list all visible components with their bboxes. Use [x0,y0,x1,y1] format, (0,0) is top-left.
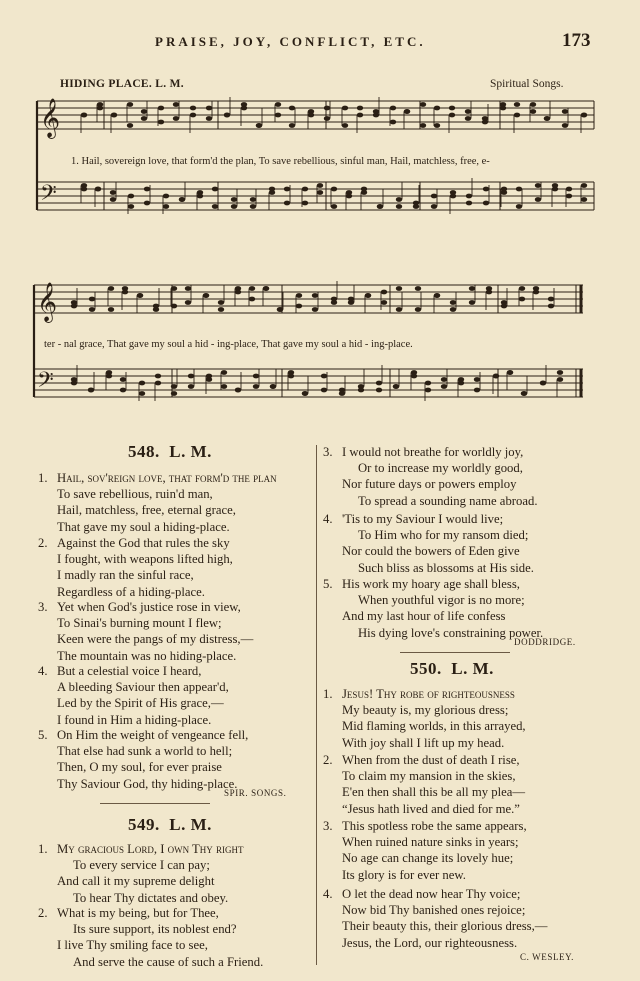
treble-note [420,102,426,107]
bass-note [235,388,241,393]
treble-note [544,116,550,121]
treble-note [275,113,281,118]
bass-note [317,183,323,188]
treble-note [562,123,568,128]
bass-note [212,204,218,209]
treble-note [71,300,77,305]
hymn-550-heading [410,659,494,679]
stanza: 5. On Him the weight of vengeance fell, That else had sunk a world to hell; Then, O my soul, for ever praise Thy Saviour God, thy hiding-place. [38,728,249,791]
stanza: 4. 'Tis to my Saviour I would live; To Him who for my ransom died; Nor could the bowers of Eden give Such bliss as blossoms at His side. [323,512,534,575]
bass-note [155,374,161,379]
treble-note [81,113,87,118]
bass-note [163,204,169,209]
treble-note [482,116,488,121]
treble-note [89,307,95,312]
treble-note [581,113,587,118]
treble-note [206,106,212,111]
bass-note [179,197,185,202]
lyrics-line-1: 1. Hail, sovereign love, that form'd the plan, To save rebellious, sinful man, Hail, matchless, free, e- [71,156,490,167]
bass-note [250,197,256,202]
treble-note [514,113,520,118]
treble-note [449,113,455,118]
bass-note [474,377,480,382]
music-score [0,0,640,420]
bass-note [425,388,431,393]
treble-note [127,102,133,107]
stanza: 3. I would not breathe for worldly joy, Or to increase my worldly good, Nor future days or powers employ To spread a sounding name abroad. [323,445,538,508]
treble-note [357,113,363,118]
stanza: 2. What is my being, but for Thee, Its sure support, its noblest end? I live Thy smiling face to see, And serve the cause of such a Friend. [38,906,264,969]
treble-clef: 𝄞 [37,282,58,322]
treble-note [296,293,302,298]
bass-note [376,388,382,393]
treble-note [127,123,133,128]
hymn-rule [400,652,510,653]
treble-note [158,106,164,111]
stanza: 5. His work my hoary age shall bless, When youthful vigor is no more; And my last hour of life confess His dying love's constraining power. [323,577,544,640]
bass-note [139,381,145,386]
bass-note [507,370,513,375]
treble-note [275,102,281,107]
bass-note [321,388,327,393]
treble-note [89,297,95,302]
bass-note [110,190,116,195]
bass-note [566,187,572,192]
treble-note [434,293,440,298]
bass-note [377,204,383,209]
treble-note [218,300,224,305]
treble-note [357,106,363,111]
hymn-meter: L. M. [451,659,494,678]
treble-note [108,286,114,291]
treble-note [111,113,117,118]
treble-note [153,307,159,312]
bass-note [197,194,203,199]
bass-note [188,384,194,389]
treble-note [469,300,475,305]
treble-note [562,109,568,114]
treble-note [404,109,410,114]
bass-note [253,384,259,389]
treble-note [469,286,475,291]
bass-note [284,201,290,206]
treble-note [519,297,525,302]
bass-note [483,187,489,192]
hymn-549-heading [128,815,212,835]
treble-note [141,116,147,121]
treble-note [465,109,471,114]
attribution: C. WESLEY. [520,952,574,962]
stanza: 3. Yet when God's justice rose in view, To Sinai's burning mount I flew; Keen were the pangs of my distress,— The mountain was no hiding-place. [38,600,254,663]
treble-note [501,300,507,305]
treble-note [289,106,295,111]
bass-note [81,187,87,192]
treble-note [465,116,471,121]
bass-note [253,374,259,379]
bass-note [302,391,308,396]
bass-note [250,204,256,209]
treble-clef: 𝄞 [40,98,61,138]
treble-note [312,293,318,298]
bass-note [425,381,431,386]
treble-note [486,286,492,291]
bass-note [331,187,337,192]
treble-note [381,300,387,305]
bass-note [346,194,352,199]
bass-note [396,204,402,209]
bass-note [171,391,177,396]
bass-note [317,190,323,195]
treble-note [390,106,396,111]
bass-note [552,183,558,188]
treble-note [173,116,179,121]
bass-note [396,197,402,202]
treble-note [185,286,191,291]
hymn-number: 548. [128,442,160,461]
bass-note [88,388,94,393]
treble-note [203,293,209,298]
treble-note [450,307,456,312]
treble-note [365,293,371,298]
bass-note [321,374,327,379]
bass-note [269,187,275,192]
treble-note [108,307,114,312]
treble-note [548,297,554,302]
bass-note [163,194,169,199]
treble-note [342,106,348,111]
bass-note [128,204,134,209]
bass-note [120,377,126,382]
treble-note [185,300,191,305]
bass-note [431,204,437,209]
bass-note [144,187,150,192]
bass-clef: 𝄢 [40,181,57,211]
treble-note [218,307,224,312]
bass-note [376,381,382,386]
treble-note [415,286,421,291]
bass-note [450,190,456,195]
treble-note [342,123,348,128]
hymn-meter: L. M. [169,442,212,461]
treble-note [533,286,539,291]
bass-note [144,201,150,206]
hymn-548-heading [128,442,212,462]
hymn-meter: L. M. [169,815,212,834]
treble-note [530,109,536,114]
tune-source: Spiritual Songs. [490,78,564,90]
treble-note [122,286,128,291]
treble-note [312,307,318,312]
page-number: 173 [562,30,591,51]
treble-note [449,106,455,111]
bass-note [95,187,101,192]
bass-note [339,388,345,393]
treble-note [173,102,179,107]
treble-note [390,120,396,125]
treble-note [249,297,255,302]
lyrics-line-2: ter - nal grace, That gave my soul a hid - ing-place, That gave my soul a hid - ing-place. [44,339,413,350]
bass-note [516,204,522,209]
stanza: 2. When from the dust of death I rise, To claim my mansion in the skies, E'en then shall this be all my plea— “Jesus hath lived and died for me.” [323,753,526,816]
bass-note [516,187,522,192]
stanza: 2. Against the God that rules the sky I fought, with weapons lifted high, I madly ran the sinful race, Regardless of a hiding-place. [38,536,233,599]
bass-note [71,377,77,382]
bass-note [302,201,308,206]
stanza: 1. Hail, sov'reign love, that form'd the plan To save rebellious, ruin'd man, Hail, matchless, free, eternal grace, That gave my soul a hiding-place. [38,471,277,534]
bass-note [128,194,134,199]
bass-note [581,183,587,188]
bass-clef: 𝄢 [37,368,54,398]
bass-note [231,197,237,202]
bass-note [566,194,572,199]
treble-note [137,293,143,298]
treble-note [348,297,354,302]
bass-note [501,190,507,195]
bass-note [270,384,276,389]
treble-note [324,106,330,111]
bass-note [231,204,237,209]
bass-note [441,377,447,382]
treble-note [514,102,520,107]
hymn-number: 549. [128,815,160,834]
stanza: 4. O let the dead now hear Thy voice; Now bid Thy banished ones rejoice; Their beauty this, their glorious dress,— Jesus, the Lord, our righteousness. [323,887,548,950]
bass-note [493,374,499,379]
treble-note [249,286,255,291]
bass-note [535,183,541,188]
treble-note [500,106,506,111]
bass-note [358,388,364,393]
bass-note [206,377,212,382]
treble-note [190,106,196,111]
bass-note [466,194,472,199]
stanza: 4. But a celestial voice I heard, A bleeding Saviour then appear'd, Led by the Spirit of His grace,— I found in Him a hiding-place. [38,664,229,727]
treble-note [256,123,262,128]
bass-note [361,187,367,192]
hymn-rule [100,803,210,804]
bass-note [331,204,337,209]
treble-note [324,116,330,121]
treble-note [434,106,440,111]
bass-note [557,377,563,382]
bass-note [221,370,227,375]
treble-note [530,102,536,107]
treble-note [97,106,103,111]
treble-note [548,304,554,309]
tune-name: HIDING PLACE. L. M. [60,78,184,90]
bass-note [431,194,437,199]
treble-note [373,109,379,114]
treble-note [277,307,283,312]
bass-note [284,187,290,192]
treble-note [235,290,241,295]
bass-note [171,384,177,389]
attribution: DODDRIDGE. [514,637,576,647]
bass-note [120,388,126,393]
bass-note [474,388,480,393]
bass-note [411,374,417,379]
bass-note [110,197,116,202]
bass-note [302,187,308,192]
bass-note [413,204,419,209]
bass-note [155,381,161,386]
column-divider [316,445,317,965]
treble-note [263,286,269,291]
bass-note [535,197,541,202]
treble-note [296,304,302,309]
attribution: SPIR. SONGS. [224,788,287,798]
stanza: 1. Jesus! Thy robe of righteousness My beauty is, my glorious dress; Mid flaming worlds, in this arrayed, With joy shall I lift up my head. [323,687,526,750]
treble-note [415,307,421,312]
hymn-number: 550. [410,659,442,678]
treble-note [190,113,196,118]
treble-note [158,120,164,125]
bass-note [212,187,218,192]
bass-note [557,370,563,375]
bass-note [540,381,546,386]
bass-note [441,384,447,389]
bass-note [139,391,145,396]
treble-note [381,290,387,295]
bass-note [521,391,527,396]
treble-note [171,304,177,309]
bass-note [458,381,464,386]
bass-note [288,374,294,379]
treble-note [519,286,525,291]
bass-note [466,201,472,206]
treble-note [141,109,147,114]
stanza: 3. This spotless robe the same appears, When ruined nature sinks in years; No age can change its lovely hue; Its glory is for ever new. [323,819,527,882]
treble-note [396,307,402,312]
bass-note [106,374,112,379]
bass-note [581,197,587,202]
treble-note [206,116,212,121]
treble-note [331,300,337,305]
bass-note [393,384,399,389]
bass-note [188,374,194,379]
treble-note [308,113,314,118]
treble-note [420,123,426,128]
treble-note [171,286,177,291]
treble-note [396,286,402,291]
treble-note [289,123,295,128]
treble-note [450,300,456,305]
treble-note [224,113,230,118]
bass-note [221,384,227,389]
bass-note [483,201,489,206]
treble-note [434,123,440,128]
stanza: 1. My gracious Lord, I own Thy right To every service I can pay; And call it my supreme delight To hear Thy dictates and obey. [38,842,244,905]
running-title: PRAISE, JOY, CONFLICT, ETC. [155,34,426,49]
treble-note [241,102,247,107]
